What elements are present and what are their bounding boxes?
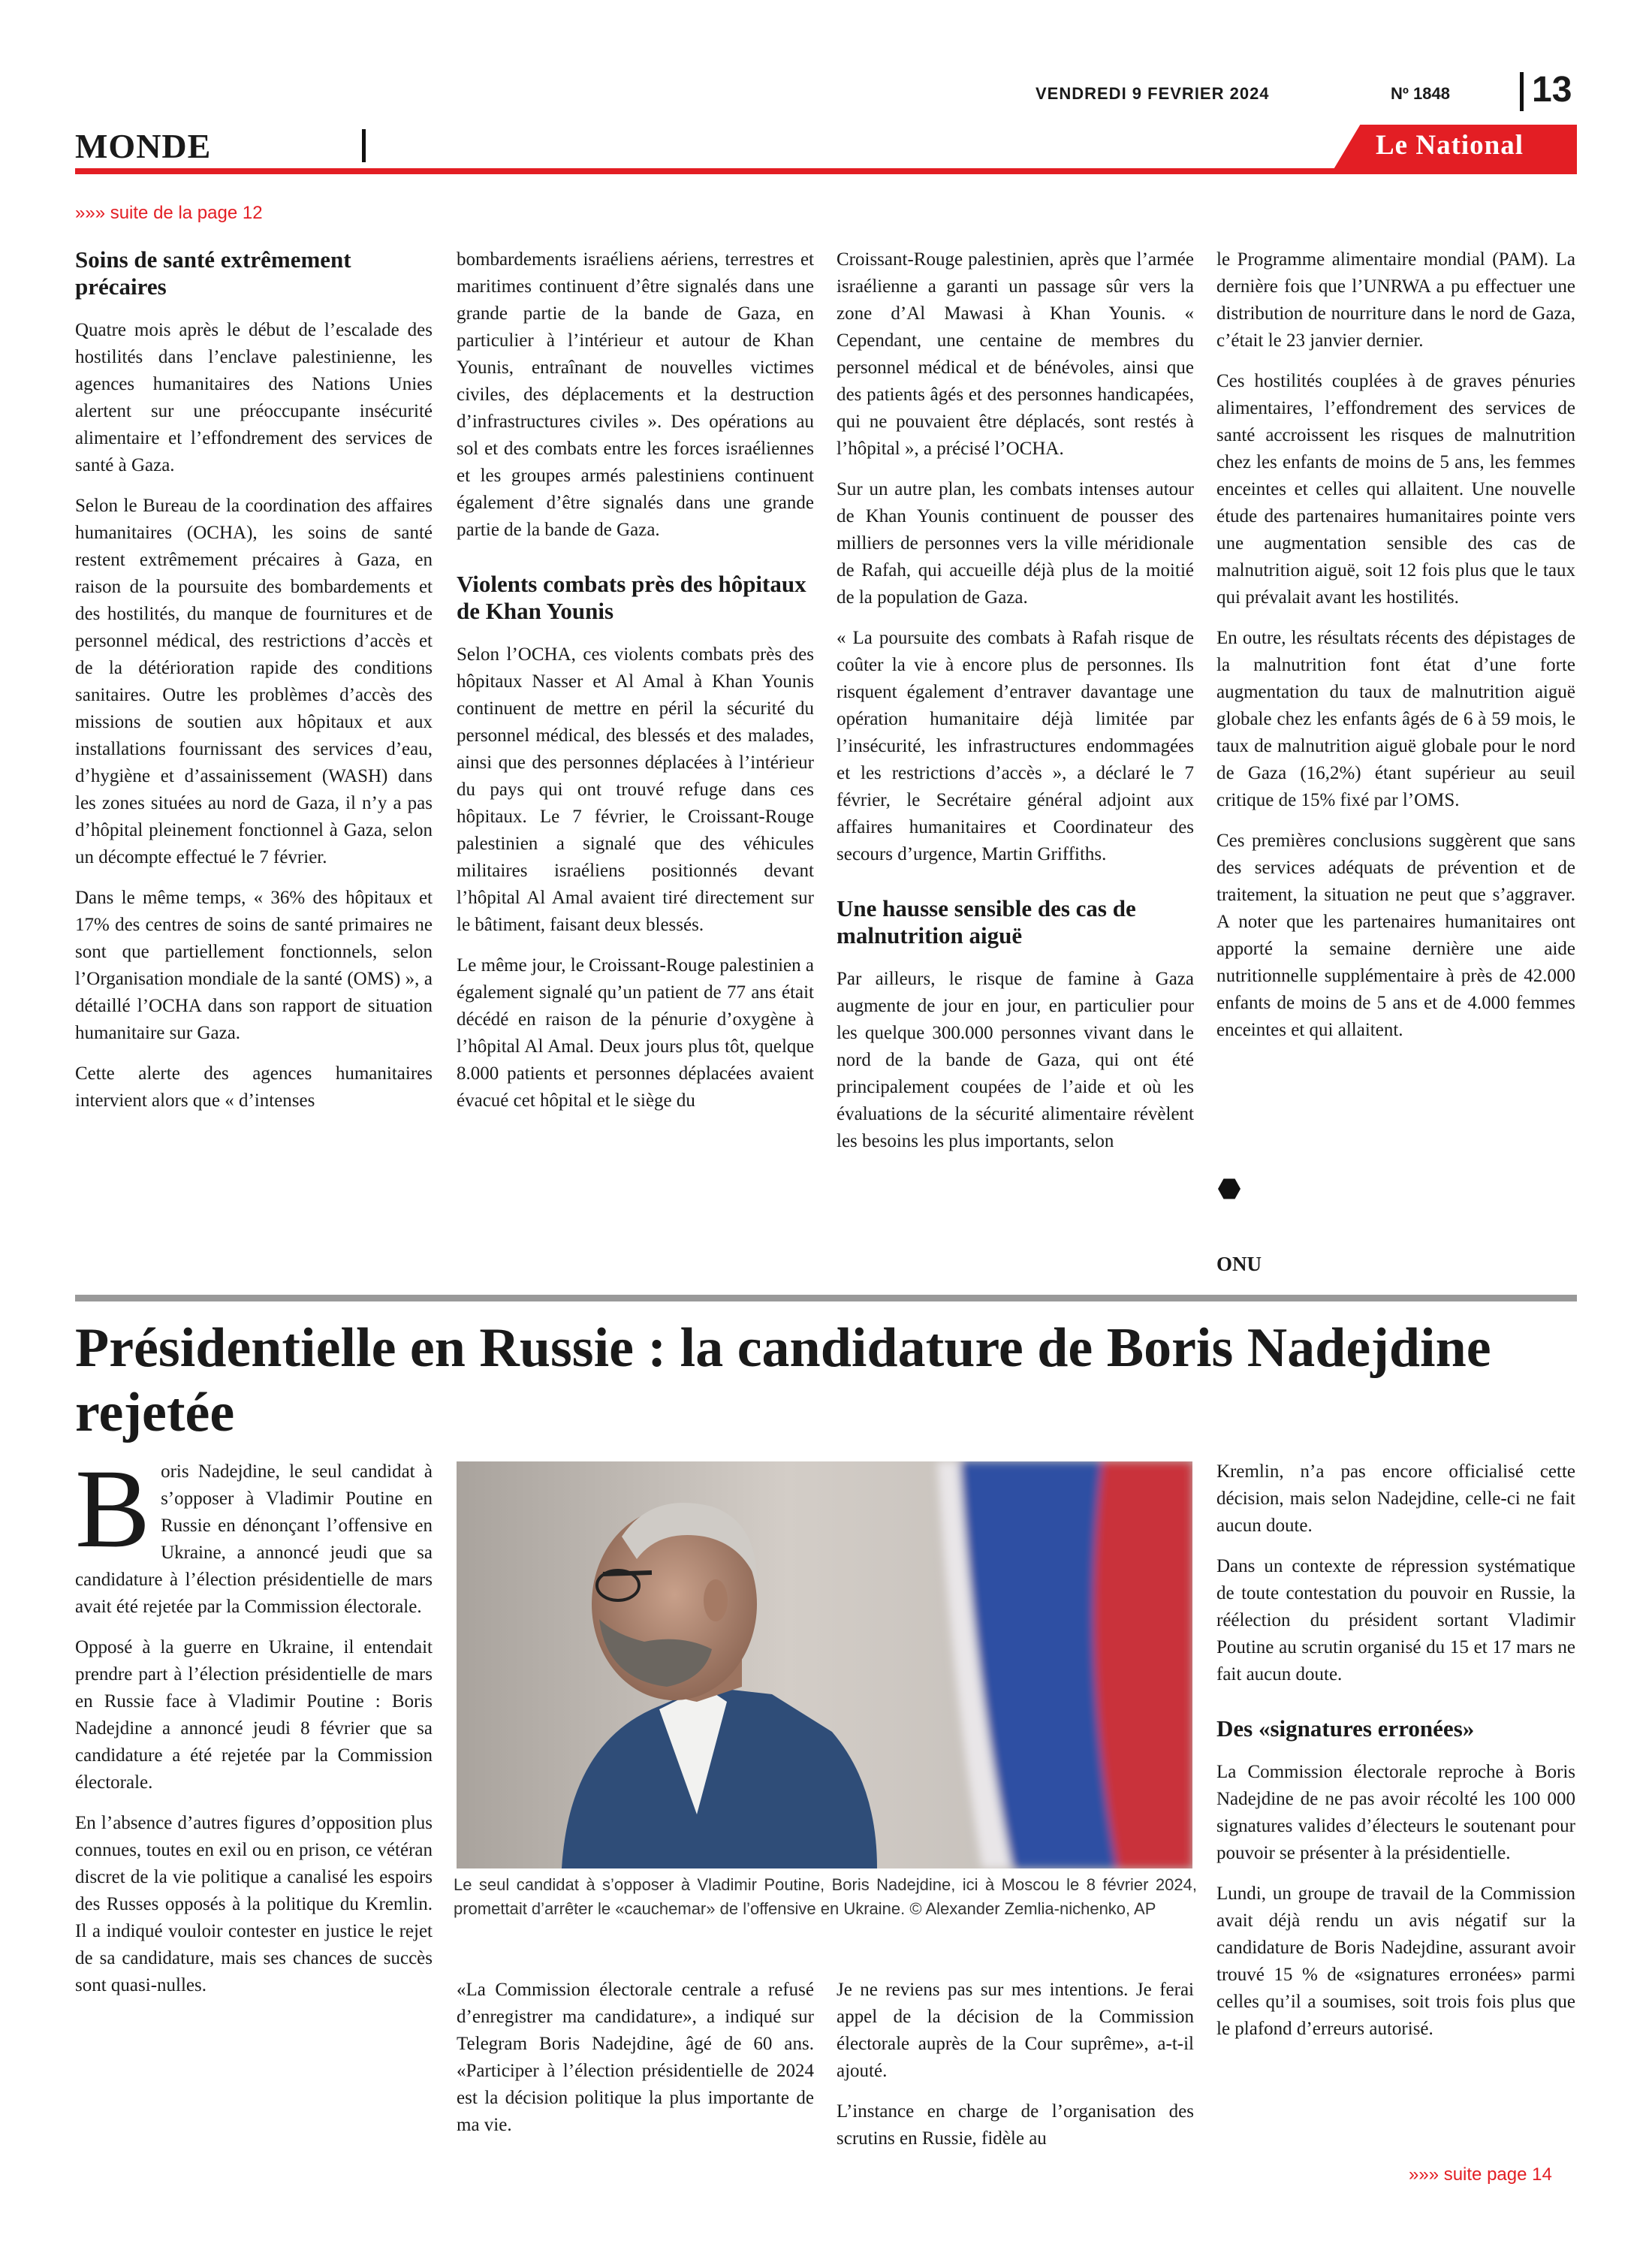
article-photo — [457, 1461, 1192, 1868]
paragraph: « La poursuite des combats à Rafah risque de coûter la vie à encore plus de personnes. Ils risquent également d’entraver davantage une opération humanitaire déjà limitée par l’insécurité, les infrastructures endommagées et les restrictions d’accès », a déclaré le 7 février, le Secrétaire général adjoint aux affaires humanitaires et Coordinateur des secours d’urgence, Martin Griffiths. — [837, 628, 1194, 864]
paragraph: Dans le même temps, « 36% des hôpitaux et 17% des centres de soins de santé primaires ne sont que partiellement fonctionnels, selon l’Organisation mondiale de la santé (OMS) », a détaillé l’OCHA dans son rapport de situation humanitaire sur Gaza. — [75, 888, 433, 1043]
paragraph: le Programme alimentaire mondial (PAM). La dernière fois que l’UNRWA a pu effectuer une distribution de nourriture dans le nord de Gaza, c’était le 23 janvier dernier. — [1216, 249, 1575, 351]
subheading: Une hausse sensible des cas de malnutrition aiguë — [837, 895, 1136, 949]
paragraph: Ces hostilités couplées à de graves pénuries alimentaires, l’effondrement des services de santé accroissent les risques de malnutrition chez les enfants de moins de 5 ans, les femmes enceintes et celles qui allaitent. Une nouvelle étude des partenaires humanitaires pointe vers une augmentation sensible des cas de malnutrition aiguë, soit 12 fois plus que le taux qui prévalait avant les hostilités. — [1216, 371, 1575, 608]
paragraph: «La Commission électorale centrale a refusé d’enregistrer ma candidature», a indiqué sur Telegram Boris Nadejdine, âgé de 60 ans. «Participer à l’élection présidentielle de 2024 est la décision politique la plus importante de ma vie. — [457, 1980, 814, 2135]
lead-text: oris Nadejdine, le seul candidat à s’opposer à Vladimir Poutine en Russie en dénonçant l’offensive en Ukraine, a annoncé jeudi que sa candidature à l’élection présidentielle de mars avait été rejetée par la Commission électorale. — [75, 1461, 433, 1617]
section-divider — [362, 129, 366, 162]
paragraph: Lundi, un groupe de travail de la Commission avait déjà rendu un avis négatif sur la candidature de Boris Nadejdine, assurant avoir trouvé 15 % de «signatures erronées» parmi celles qu’il a soumises, soit trois fois plus que le plafond d’erreurs autorisé. — [1216, 1884, 1575, 2039]
paragraph: bombardements israéliens aériens, terrestres et maritimes continuent d’être signalés dans une grande partie de la bande de Gaza, en particulier à l’intérieur et autour de Khan Younis, entraînant de nouvelles victimes civiles, des déplacements et la destruction d’infrastructures civiles ». Des opérations au sol et des combats entre les forces israéliennes et les groupes armés palestiniens continuent également d’être signalés dans une grande partie de la bande de Gaza. — [457, 249, 814, 540]
continued-from[interactable]: »»» suite de la page 12 — [75, 203, 263, 223]
article2-column-3 — [837, 1977, 1194, 2166]
issue-number: Nº 1848 — [1391, 84, 1450, 103]
continued-to[interactable]: »»» suite page 14 — [1409, 2164, 1552, 2185]
paragraph: Opposé à la guerre en Ukraine, il entendait prendre part à l’élection présidentielle de mars en Russie face à Vladimir Poutine : Boris Nadejdine a annoncé jeudi 8 février que sa candidature a été rejetée par la Commission électorale. — [75, 1637, 433, 1793]
paragraph: Selon l’OCHA, ces violents combats près des hôpitaux Nasser et Al Amal à Khan Younis continuent de mettre en péril la sécurité du personnel médical, des blessés et des malades, ainsi que des personnes déplacées à l’intérieur du pays qui ont trouvé refuge dans ces hôpitaux. Le 7 février, le Croissant-Rouge palestinien a signalé que des véhicules militaires israéliens positionnés devant l’hôpital Al Amal avaient tiré directement sur le bâtiment, faisant deux blessés. — [457, 644, 814, 935]
paragraph: L’instance en charge de l’organisation des scrutins en Russie, fidèle au — [837, 2101, 1194, 2149]
paragraph: Ces premières conclusions suggèrent que sans des services adéquats de prévention et de traitement, la situation ne peut que s’aggraver. A noter que les partenaires humanitaires ont apporté la semaine dernière une aide nutritionnelle supplémentaire à près de 42.000 enfants de moins de 5 ans et de 4.000 femmes enceintes et qui allaitent. — [1216, 831, 1575, 1040]
article2-column-4 — [1216, 1458, 1575, 2056]
article-signature: ONU — [1216, 1253, 1262, 1275]
paragraph: La Commission électorale reproche à Boris Nadejdine de ne pas avoir récolté les 100 000 signatures valides d’électeurs le soutenant pour pouvoir se présenter à la présidentielle. — [1216, 1762, 1575, 1863]
article2-column-2 — [457, 1977, 814, 2152]
photo-caption: Le seul candidat à s’opposer à Vladimir Poutine, Boris Nadejdine, ici à Moscou le 8 février 2024, promettait d’arrêter le «cauchemar» de l’offensive en Ukraine. © Alexander Zemlia-nichenko, AP — [454, 1875, 1197, 1918]
article1-column-1 — [75, 246, 433, 1128]
paragraph: Croissant-Rouge palestinien, après que l’armée israélienne a garanti un passage sûr vers la zone d’Al Mawasi à Khan Younis. « Cependant, une centaine de membres du personnel médical et de bénévoles, ainsi que des patients âgés et des personnes handicapées, qui ne pouvaient être déplacés, sont restés à l’hôpital », a précisé l’OCHA. — [837, 249, 1194, 459]
article1-column-3 — [837, 246, 1194, 1169]
article2-column-1 — [75, 1446, 433, 2013]
paragraph: Selon le Bureau de la coordination des affaires humanitaires (OCHA), les soins de santé restent extrêmement précaires à Gaza, en raison de la poursuite des bombardements et des hostilités, du manque de fournitures et de personnel médical, des restrictions d’accès et de la détérioration rapide des conditions sanitaires. Outre les problèmes d’accès des missions de soutien aux hôpitaux et aux installations fournissant des services d’eau, d’hygiène et d’assainissement (WASH) dans les zones situées au nord de Gaza, il n’y a pas d’hôpital pleinement fonctionnel à Gaza, selon un décompte effectué le 7 février. — [75, 496, 433, 867]
subheading: Soins de santé extrêmement précaires — [75, 246, 351, 300]
page-number-divider — [1520, 72, 1524, 111]
article1-column-4 — [1216, 246, 1575, 1057]
issue-date: VENDREDI 9 FEVRIER 2024 — [1036, 84, 1270, 103]
photo-illustration — [457, 1461, 1192, 1868]
paragraph: Quatre mois après le début de l’escalade des hostilités dans l’enclave palestinienne, les agences humanitaires des Nations Unies alertent sur une préoccupante insécurité alimentaire et l’effondrement des services de santé à Gaza. — [75, 320, 433, 475]
paragraph: Dans un contexte de répression systématique de toute contestation du pouvoir en Russie, la réélection du président sortant Vladimir Poutine au scrutin organisé du 15 et 17 mars ne fait aucun doute. — [1216, 1556, 1575, 1684]
subheading: Des «signatures erronées» — [1216, 1715, 1475, 1742]
paragraph: Sur un autre plan, les combats intenses autour de Khan Younis continuent de pousser des milliers de personnes vers la ville méridionale de Rafah, qui accueille déjà plus de la moitié de la population de Gaza. — [837, 479, 1194, 608]
section-title: MONDE — [75, 127, 212, 165]
article-headline: Présidentielle en Russie : la candidature de Boris Nadejdine rejetée — [75, 1317, 1491, 1443]
paragraph: Je ne reviens pas sur mes intentions. Je ferai appel de la décision de la Commission électorale auprès de la Cour suprême», a-t-il ajouté. — [837, 1980, 1194, 2081]
article-separator — [75, 1295, 1577, 1301]
paragraph: Kremlin, n’a pas encore officialisé cette décision, mais selon Nadejdine, celle-ci ne fait aucun doute. — [1216, 1461, 1575, 1536]
end-mark-icon — [1218, 1178, 1241, 1200]
paragraph: Le même jour, le Croissant-Rouge palestinien a également signalé qu’un patient de 77 ans était décédé en raison de la pénurie d’oxygène à l’hôpital Al Amal. Deux jours plus tôt, quelque 8.000 patients et personnes déplacées avaient évacué cet hôpital et le siège du — [457, 955, 814, 1111]
article1-column-2 — [457, 246, 814, 1128]
paragraph: En outre, les résultats récents des dépistages de la malnutrition font état d’une forte augmentation du taux de malnutrition aiguë globale chez les enfants âgés de 6 à 59 mois, le taux de malnutrition aiguë globale pour le nord de Gaza (16,2%) étant supérieur au seuil critique de 15% fixé par l’OMS. — [1216, 628, 1575, 810]
paragraph: Cette alerte des agences humanitaires intervient alors que « d’intenses — [75, 1063, 433, 1111]
paragraph: En l’absence d’autres figures d’opposition plus connues, toutes en exil ou en prison, ce vétéran discret de la vie politique a canalisé les espoirs des Russes opposés à la politique du Kremlin. Il a indiqué vouloir contester en justice le rejet de sa candidature, mais ses chances de succès sont quasi-nulles. — [75, 1813, 433, 1995]
page-number: 13 — [1532, 70, 1572, 110]
subheading: Violents combats près des hôpitaux de Khan Younis — [457, 571, 806, 624]
paragraph: Par ailleurs, le risque de famine à Gaza augmente de jour en jour, en particulier pour les quelque 300.000 personnes vivant dans le nord de la bande de Gaza, qui ont été principalement coupées de l’aide et où les évaluations de la sécurité alimentaire révèlent les besoins les plus importants, selon — [837, 969, 1194, 1151]
brand-name: Le National — [1376, 130, 1524, 161]
drop-cap: B — [75, 1446, 151, 1571]
paragraph — [75, 1446, 433, 1621]
